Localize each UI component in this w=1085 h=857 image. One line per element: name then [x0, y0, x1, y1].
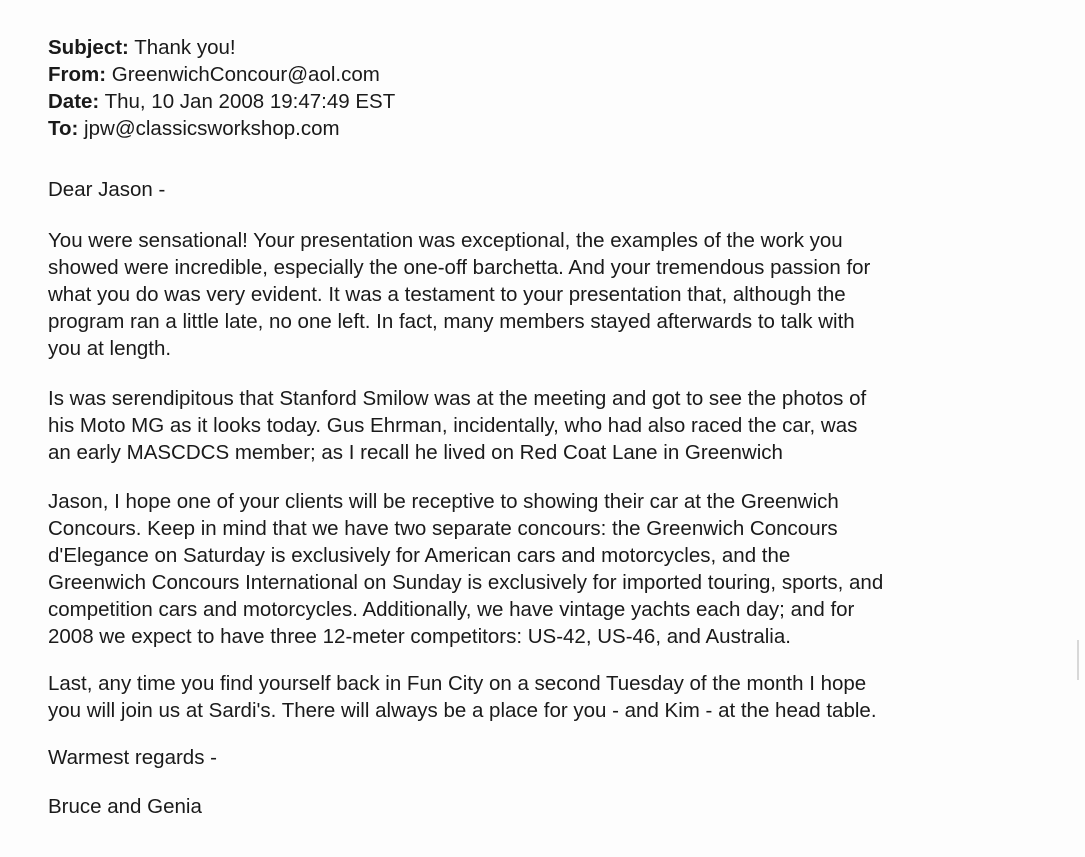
paragraph-line: You were sensational! Your presentation was exceptional, the examples of the work you [48, 229, 843, 252]
closing: Warmest regards - [48, 746, 217, 769]
body-paragraph [48, 227, 1028, 362]
paragraph-line: showed were incredible, especially the one-off barchetta. And your tremendous passion for [48, 256, 871, 279]
paragraph-line: Concours. Keep in mind that we have two separate concours: the Greenwich Concours [48, 517, 838, 540]
scan-edge-mark [1077, 640, 1079, 680]
paragraph-line: Last, any time you find yourself back in Fun City on a second Tuesday of the month I hope [48, 672, 867, 695]
email-headers [48, 34, 1028, 142]
paragraph-line: 2008 we expect to have three 12-meter competitors: US-42, US-46, and Australia. [48, 625, 791, 648]
date-label: Date: [48, 90, 100, 113]
from-label: From: [48, 63, 107, 86]
subject-value: Thank you! [128, 36, 236, 59]
paragraph-line: d'Elegance on Saturday is exclusively for American cars and motorcycles, and the [48, 544, 791, 567]
subject-label: Subject: [48, 36, 129, 59]
to-label: To: [48, 117, 79, 140]
paragraph-line: competition cars and motorcycles. Additionally, we have vintage yachts each day; and for [48, 598, 855, 621]
from-value: GreenwichConcour@aol.com [106, 63, 380, 86]
paragraph-line: what you do was very evident. It was a testament to your presentation that, although the [48, 283, 846, 306]
date-line [48, 88, 1028, 115]
paragraph-line: an early MASCDCS member; as I recall he lived on Red Coat Lane in Greenwich [48, 441, 783, 464]
to-line [48, 115, 1028, 142]
date-value: Thu, 10 Jan 2008 19:47:49 EST [99, 90, 396, 113]
paragraph-line: you at length. [48, 337, 172, 360]
greeting: Dear Jason - [48, 178, 166, 201]
to-value: jpw@classicsworkshop.com [78, 117, 340, 140]
subject-line [48, 34, 1028, 61]
body-paragraph [48, 670, 1028, 724]
paragraph-line: you will join us at Sardi's. There will always be a place for you - and Kim - at the head table. [48, 699, 877, 722]
paragraph-line: Is was serendipitous that Stanford Smilow was at the meeting and got to see the photos of [48, 387, 867, 410]
paragraph-line: Jason, I hope one of your clients will be receptive to showing their car at the Greenwich [48, 490, 839, 513]
body-paragraph [48, 488, 1028, 650]
paragraph-line: program ran a little late, no one left. In fact, many members stayed afterwards to talk with [48, 310, 855, 333]
paragraph-line: his Moto MG as it looks today. Gus Ehrman, incidentally, who had also raced the car, was [48, 414, 858, 437]
signature: Bruce and Genia [48, 795, 202, 818]
email-message [48, 34, 1028, 820]
from-line [48, 61, 1028, 88]
body-paragraph [48, 385, 1028, 466]
paragraph-line: Greenwich Concours International on Sunday is exclusively for imported touring, sports, and [48, 571, 884, 594]
